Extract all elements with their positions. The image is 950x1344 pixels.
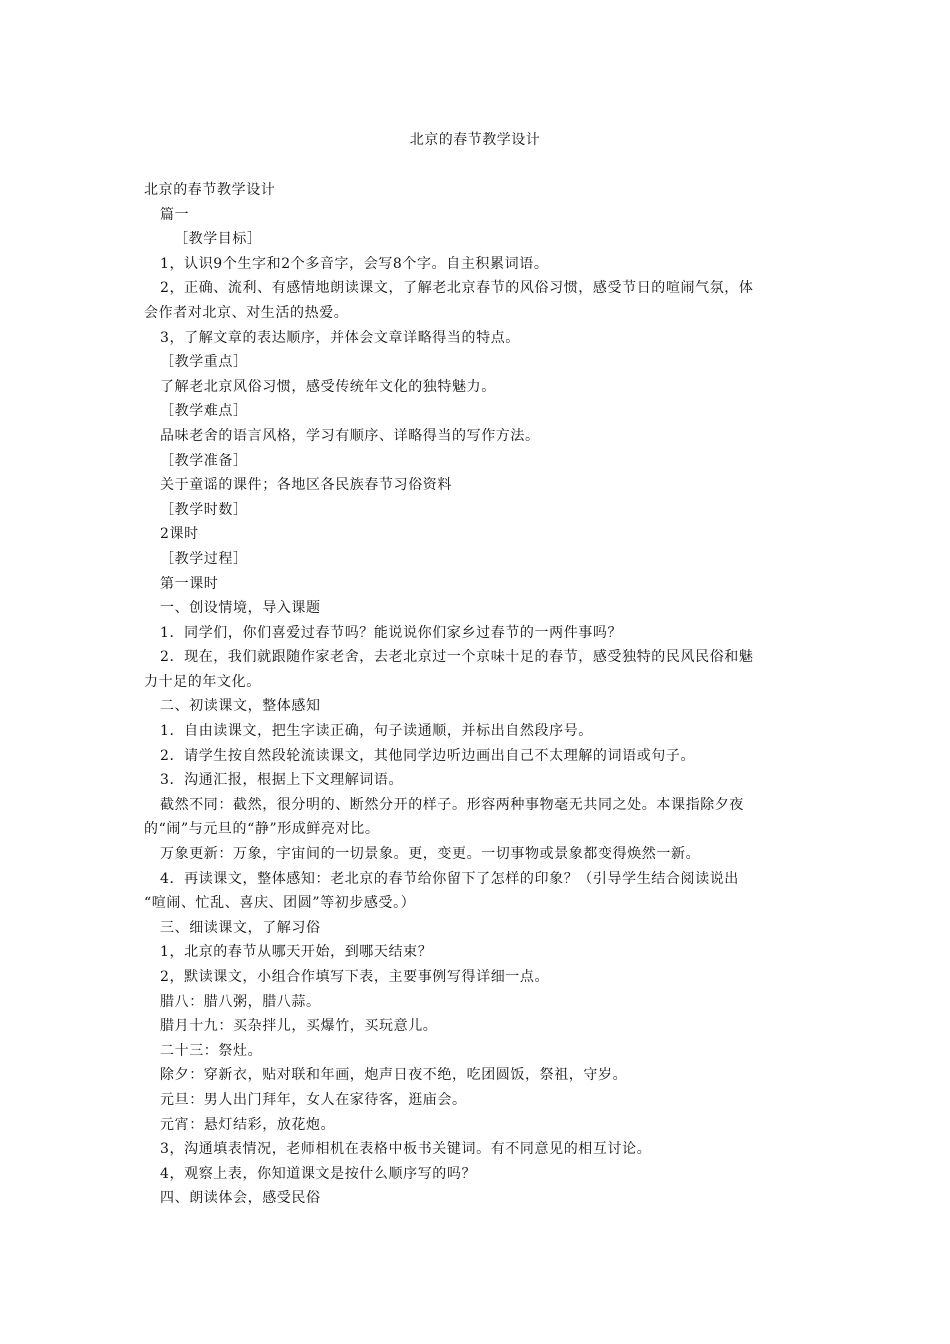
step-one-item-2: 2．现在，我们就跟随作家老舍，去老北京过一个京味十足的春节，感受独特的民风民俗和魅 [160, 649, 754, 666]
preparation-text: 关于童谣的课件；各地区各民族春节习俗资料 [160, 477, 452, 494]
step-two-item-4: 4．再读课文，整体感知：老北京的春节给你留下了怎样的印象？（引导学生结合阅读说出 [160, 870, 739, 887]
class-hours-text: 2课时 [160, 526, 199, 543]
custom-chuxi: 除夕：穿新衣，贴对联和年画，炮声日夜不绝，吃团圆饭，祭祖，守岁。 [160, 1067, 628, 1084]
step-two-heading: 二、初读课文，整体感知 [160, 698, 321, 715]
step-three-item-3: 3，沟通填表情况，老师相机在表格中板书关键词。有不同意见的相互讨论。 [160, 1141, 652, 1158]
custom-yuandan: 元旦：男人出门拜年，女人在家待客，逛庙会。 [160, 1091, 467, 1108]
step-two-item-2: 2．请学生按自然段轮流读课文，其他同学边听边画出自己不太理解的词语或句子。 [160, 747, 696, 764]
vocab-wanxiang: 万象更新：万象，宇宙间的一切景象。更，变更。一切事物或景象都变得焕然一新。 [160, 846, 701, 863]
step-three-item-4: 4，观察上表，你知道课文是按什么顺序写的吗？ [160, 1165, 477, 1182]
step-one-heading: 一、创设情境，导入课题 [160, 600, 321, 617]
vocab-jieran-continued: 的“闹”与元旦的“静”形成鲜亮对比。 [144, 821, 380, 838]
page-title: 北京的春节教学设计 [409, 132, 541, 148]
step-four-heading: 四、朗读体会，感受民俗 [160, 1190, 321, 1207]
heading-preparation: ［教学准备］ [160, 452, 248, 469]
heading-difficulties: ［教学难点］ [160, 403, 248, 420]
goal-item-2-continued: 会作者对北京、对生活的热爱。 [144, 304, 349, 321]
step-two-item-3: 3．沟通汇报，根据上下文理解词语。 [160, 772, 404, 789]
difficulties-text: 品味老舍的语言风格，学习有顺序、详略得当的写作方法。 [160, 427, 540, 444]
key-points-text: 了解老北京风俗习惯，感受传统年文化的独特魅力。 [160, 378, 496, 395]
step-three-heading: 三、细读课文，了解习俗 [160, 919, 321, 936]
custom-layue-shijiu: 腊月十九：买杂拌儿，买爆竹，买玩意儿。 [160, 1018, 438, 1035]
document-body [144, 178, 810, 1211]
heading-process: ［教学过程］ [160, 550, 248, 567]
custom-laba: 腊八：腊八粥，腊八蒜。 [160, 993, 321, 1010]
step-three-item-1: 1，北京的春节从哪天开始，到哪天结束？ [160, 944, 433, 961]
step-one-item-1: 1．同学们，你们喜爱过春节吗？能说说你们家乡过春节的一两件事吗？ [160, 624, 623, 641]
goal-item-1: 1，认识9个生字和2个多音字，会写8个字。自主积累词语。 [160, 255, 549, 272]
heading-key-points: ［教学重点］ [160, 354, 248, 371]
heading-class-hours: ［教学时数］ [160, 501, 248, 518]
step-three-item-2: 2，默读课文，小组合作填写下表，主要事例写得详细一点。 [160, 969, 550, 985]
step-two-item-4-continued: “喧闹、忙乱、喜庆、团圆”等初步感受。） [144, 895, 416, 912]
custom-ershisan: 二十三：祭灶。 [160, 1042, 263, 1059]
custom-yuanxiao: 元宵：悬灯结彩，放花炮。 [160, 1116, 336, 1133]
lesson-one-label: 第一课时 [160, 575, 219, 592]
vocab-jieran: 截然不同：截然，很分明的、断然分开的样子。形容两种事物毫无共同之处。本课指除夕夜 [160, 796, 744, 813]
goal-item-3: 3，了解文章的表达顺序，并体会文章详略得当的特点。 [160, 329, 520, 346]
goal-item-2: 2，正确、流利、有感情地朗读课文，了解老北京春节的风俗习惯，感受节日的喧闹气氛，体 [160, 280, 754, 297]
section-label-pian-yi: 篇一 [160, 206, 190, 223]
subtitle-line: 北京的春节教学设计 [144, 182, 276, 198]
step-one-item-2-continued: 力十足的年文化。 [144, 673, 261, 690]
heading-teaching-goals: ［教学目标］ [174, 231, 262, 248]
step-two-item-1: 1．自由读课文，把生字读正确，句子读通顺，并标出自然段序号。 [160, 723, 593, 740]
